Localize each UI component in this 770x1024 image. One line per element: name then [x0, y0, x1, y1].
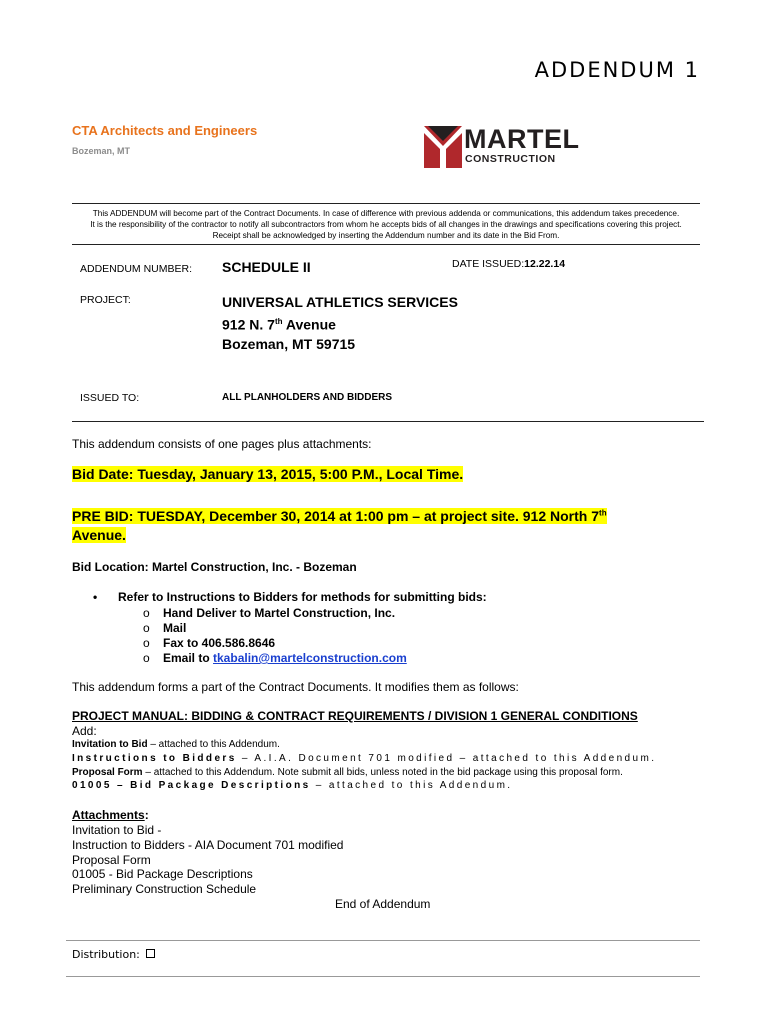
add-item-bid-package: 01005 – Bid Package Descriptions – attached to this Addendum. — [72, 780, 513, 791]
date-issued-label: DATE ISSUED: — [452, 258, 525, 270]
sub-marker: o — [143, 621, 150, 635]
sub-marker: o — [143, 606, 150, 620]
footer-bottom-rule — [66, 976, 700, 977]
attachment-item: Proposal Form — [72, 852, 151, 867]
attachments-list — [72, 823, 343, 897]
top-rule — [72, 203, 700, 204]
issued-to-value: ALL PLANHOLDERS AND BIDDERS — [222, 392, 393, 403]
pre-bid-text: PRE BID: TUESDAY, December 30, 2014 at 1:00 pm – at project site. 912 North 7th — [72, 507, 607, 524]
project-label: PROJECT: — [80, 294, 131, 306]
architect-city: Bozeman, MT — [72, 146, 131, 156]
logo-name: MARTEL — [464, 124, 580, 154]
notice-line: This ADDENDUM will become part of the Contract Documents. In case of difference with previous addenda or communications, this addendum takes precedence. — [92, 209, 680, 218]
martel-logo — [424, 124, 580, 168]
bid-date-text: Bid Date: Tuesday, January 13, 2015, 5:00 P.M., Local Time. — [72, 466, 464, 482]
martel-logo-mark-icon — [424, 126, 462, 168]
submit-methods: Refer to Instructions to Bidders for methods for submitting bids: — [118, 590, 487, 604]
attachment-item: Preliminary Construction Schedule — [72, 882, 257, 897]
add-item-proposal: Proposal Form – attached to this Addendum. Note submit all bids, unless noted in the bid package using this proposal form. — [72, 767, 623, 778]
project-address: 912 N. 7th Avenue — [222, 316, 336, 333]
section-heading: PROJECT MANUAL: BIDDING & CONTRACT REQUIREMENTS / DIVISION 1 GENERAL CONDITIONS — [72, 709, 638, 723]
add-label: Add: — [72, 724, 97, 738]
project-name: UNIVERSAL ATHLETICS SERVICES — [222, 294, 458, 310]
attachment-item: 01005 - Bid Package Descriptions — [72, 867, 253, 882]
pre-bid-text-2: Avenue. — [72, 526, 126, 543]
method-hand-deliver: Hand Deliver to Martel Construction, Inc. — [163, 606, 396, 620]
add-item-invitation: Invitation to Bid – attached to this Addendum. — [72, 739, 280, 750]
distribution-label: Distribution: — [72, 948, 140, 961]
bid-date — [72, 466, 463, 484]
bid-location: Bid Location: Martel Construction, Inc. - Bozeman — [72, 560, 357, 574]
sub-marker: o — [143, 636, 150, 650]
notice-block — [80, 208, 692, 241]
forms-part-text: This addendum forms a part of the Contract Documents. It modifies them as follows: — [72, 680, 519, 694]
email-link[interactable]: tkabalin@martelconstruction.com — [213, 651, 407, 665]
pre-bid — [72, 503, 712, 545]
method-mail: Mail — [163, 621, 187, 635]
logo-subtitle: CONSTRUCTION — [465, 153, 556, 165]
method-fax: Fax to 406.586.8646 — [163, 636, 276, 650]
fields-bottom-rule — [72, 421, 704, 422]
addendum-number-label: ADDENDUM NUMBER: — [80, 263, 193, 275]
add-item-instructions: Instructions to Bidders – A.I.A. Document 701 modified – attached to this Addendum. — [72, 753, 657, 764]
attachment-item: Instruction to Bidders - AIA Document 701 modified — [72, 837, 344, 852]
notice-line: Receipt shall be acknowledged by inserting the Addendum number and its date in the Bid From. — [212, 231, 560, 240]
date-issued-value: 12.22.14 — [524, 258, 566, 270]
document-title: ADDENDUM 1 — [534, 58, 700, 82]
addendum-number-value: SCHEDULE II — [222, 259, 311, 275]
end-of-addendum: End of Addendum — [335, 897, 431, 911]
date-issued — [452, 258, 565, 270]
notice-bottom-rule — [72, 244, 700, 245]
attachments-heading: Attachments: — [72, 808, 149, 822]
architect-name: CTA Architects and Engineers — [72, 123, 258, 138]
email-label: Email to — [163, 651, 214, 665]
project-value — [222, 293, 458, 354]
notice-line: It is the responsibility of the contractor to notify all subcontractors from whom he accepts bids of all changes in the drawings and specifications covering this project. — [90, 220, 682, 229]
footer-top-rule — [66, 940, 700, 941]
project-city: Bozeman, MT 59715 — [222, 335, 356, 352]
method-email — [163, 651, 407, 665]
attachment-item: Invitation to Bid - — [72, 823, 162, 837]
intro-text: This addendum consists of one pages plus attachments: — [72, 437, 372, 451]
sub-marker: o — [143, 651, 150, 665]
issued-to-label: ISSUED TO: — [80, 392, 140, 404]
bullet-marker: • — [93, 590, 98, 604]
distribution-checkbox[interactable] — [146, 949, 155, 958]
distribution — [72, 948, 155, 961]
